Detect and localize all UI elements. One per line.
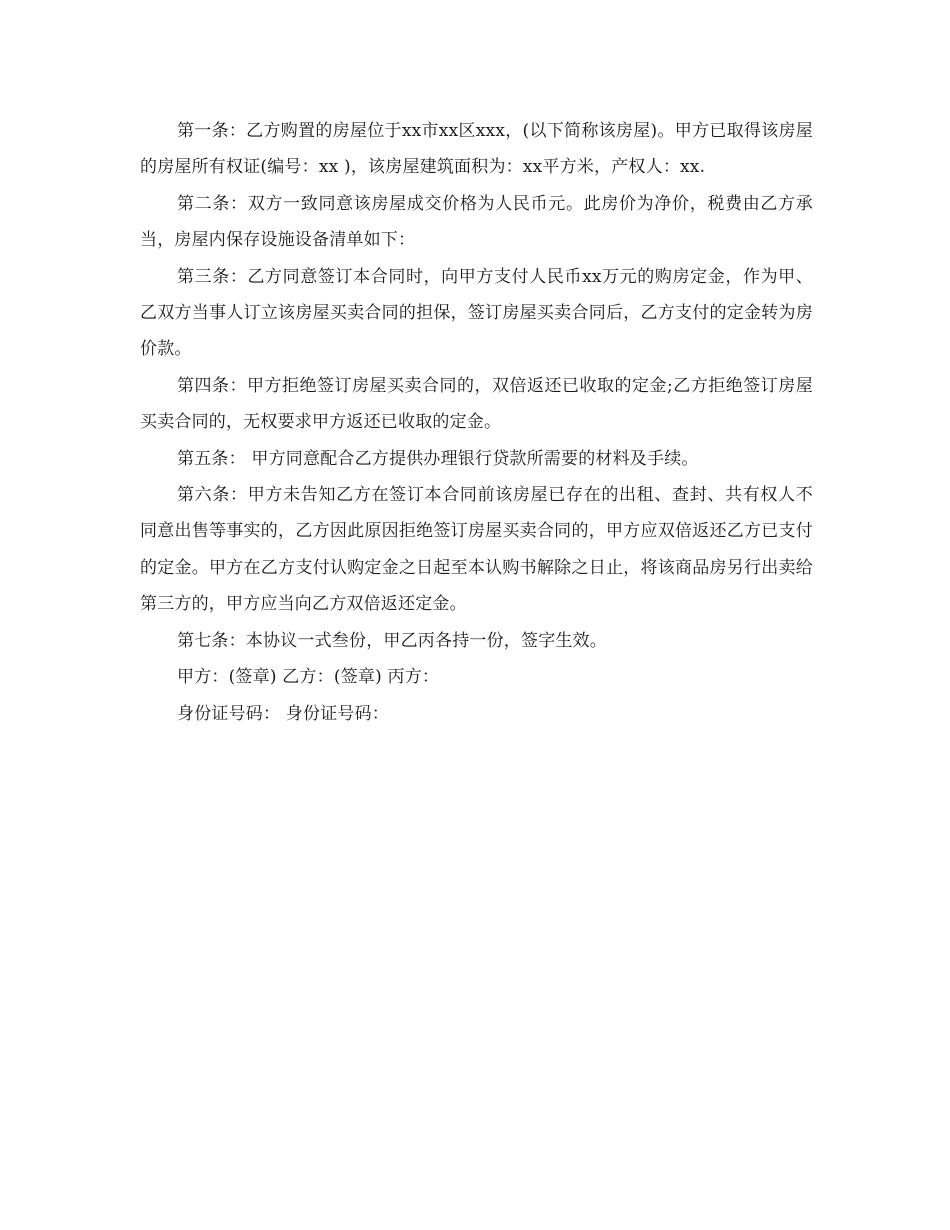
clause-2-paragraph: 第二条：双方一致同意该房屋成交价格为人民币元。此房价为净价，税费由乙方承当，房屋内保存设施设备清单如下： — [140, 193, 813, 251]
signature-line: 甲方：(签章) 乙方：(签章) 丙方： — [177, 667, 440, 688]
clause-1-paragraph: 第一条：乙方购置的房屋位于xx市xx区xxx，(以下简称该房屋)。甲方已取得该房屋的房屋所有权证(编号：xx )，该房屋建筑面积为：xx平方米，产权人：xx. — [140, 121, 813, 178]
clause-3-paragraph: 第三条：乙方同意签订本合同时，向甲方支付人民币xx万元的购房定金，作为甲、乙双方当事人订立该房屋买卖合同的担保，签订房屋买卖合同后，乙方支付的定金转为房价款。 — [140, 266, 813, 360]
clause-4-paragraph: 第四条：甲方拒绝签订房屋买卖合同的，双倍返还已收取的定金;乙方拒绝签订房屋买卖合同的，无权要求甲方返还已收取的定金。 — [140, 375, 813, 433]
clause-5-paragraph: 第五条： 甲方同意配合乙方提供办理银行贷款所需要的材料及手续。 — [177, 448, 699, 469]
clause-7-paragraph: 第七条：本协议一式叁份，甲乙丙各持一份，签字生效。 — [177, 630, 607, 651]
id-number-line: 身份证号码： 身份证号码： — [177, 703, 390, 724]
clause-6-paragraph: 第六条：甲方未告知乙方在签订本合同前该房屋已存在的出租、查封、共有权人不同意出售等事实的，乙方因此原因拒绝签订房屋买卖合同的，甲方应双倍返还乙方已支付的定金。甲方在乙方支付认购定金之日起至本认购书解除之日止，将该商品房另行出卖给第三方的，甲方应当向乙方双倍返还定金。 — [140, 485, 813, 615]
document-body — [140, 113, 813, 732]
